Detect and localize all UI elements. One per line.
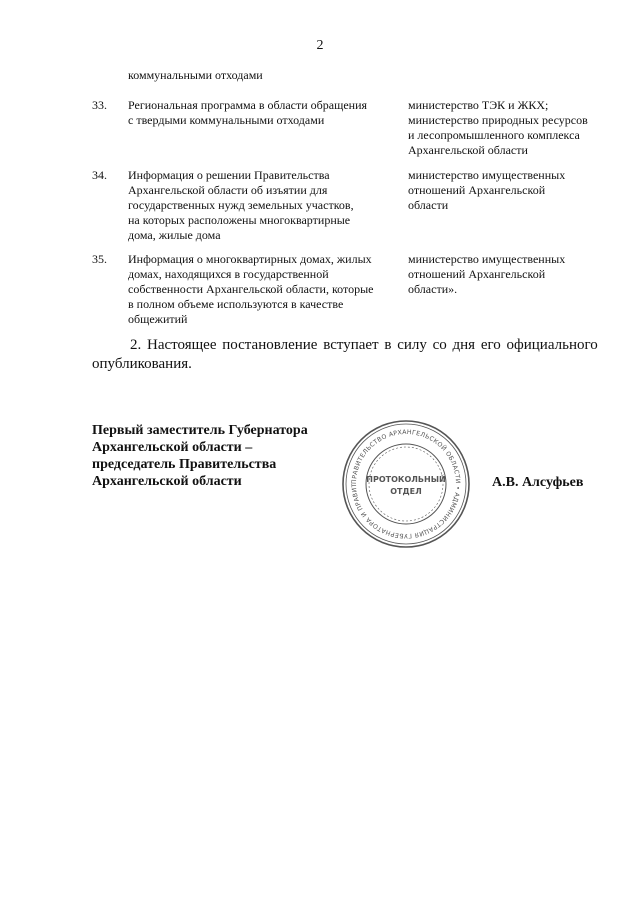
description-line: общежитий [128, 312, 188, 326]
description-line: государственных нужд земельных участков, [128, 198, 354, 212]
row-number: 35. [92, 252, 107, 266]
responsible-line: области». [408, 282, 458, 296]
stamp-center-text-1: ПРОТОКОЛЬНЫЙ [366, 475, 446, 484]
responsible-line: министерство имущественных [408, 252, 566, 266]
stamp-inner-dashed-ring [369, 447, 443, 521]
page-number: 2 [316, 38, 324, 53]
row-number: 34. [92, 168, 107, 182]
description-line: с твердыми коммунальными отходами [128, 113, 325, 127]
description-line: домах, находящихся в государственной [128, 267, 329, 281]
responsible-line: министерство имущественных [408, 168, 566, 182]
signer-title [92, 422, 308, 490]
continuation-line: коммунальными отходами [128, 68, 263, 82]
effective-date-paragraph [92, 336, 598, 374]
paragraph-line: 2. Настоящее постановление вступает в силу со дня его официального [130, 337, 598, 353]
responsible-line: министерство природных ресурсов [408, 113, 588, 127]
responsible-line: Архангельской области [408, 143, 528, 157]
row-number: 33. [92, 98, 107, 112]
row-description [128, 168, 396, 243]
description-line: Информация о решении Правительства [128, 168, 330, 182]
paragraph-line: опубликования. [92, 356, 192, 372]
signer-title-line: Первый заместитель Губернатора [92, 423, 308, 438]
responsible-line: отношений Архангельской [408, 183, 546, 197]
stamp-ring-text-path: ПРАВИТЕЛЬСТВО АРХАНГЕЛЬСКОЙ ОБЛАСТИ • АДМИНИСТРАЦИЯ ГУБЕРНАТОРА И ПРАВИТ [350, 428, 462, 540]
stamp-outer-ring-inner [346, 424, 466, 544]
row-responsible [408, 168, 608, 213]
responsible-line: области [408, 198, 449, 212]
signer-title-line: Архангельской области [92, 474, 242, 489]
stamp-outer-ring [343, 421, 469, 547]
signer-name: А.В. Алсуфьев [492, 475, 584, 490]
row-description [128, 252, 396, 327]
official-stamp-seal [340, 418, 472, 550]
description-line: Региональная программа в области обращения [128, 98, 368, 112]
signer-title-line: Архангельской области – [92, 440, 253, 455]
responsible-line: и лесопромышленного комплекса [408, 128, 580, 142]
description-line: в полном объеме используются в качестве [128, 297, 344, 311]
stamp-center-text-2: ОТДЕЛ [390, 487, 422, 496]
row-responsible [408, 252, 608, 297]
row-description [128, 98, 396, 128]
responsible-line: отношений Архангельской [408, 267, 546, 281]
description-line: дома, жилые дома [128, 228, 221, 242]
description-line: Информация о многоквартирных домах, жилых [128, 252, 372, 266]
stamp-inner-ring [366, 444, 446, 524]
responsible-line: министерство ТЭК и ЖКХ; [408, 98, 549, 112]
description-line: Архангельской области об изъятии для [128, 183, 328, 197]
description-line: на которых расположены многоквартирные [128, 213, 351, 227]
signer-title-line: председатель Правительства [92, 457, 277, 472]
description-line: собственности Архангельской области, которые [128, 282, 374, 296]
stamp-seal-graphic [340, 418, 472, 550]
row-responsible [408, 98, 608, 158]
